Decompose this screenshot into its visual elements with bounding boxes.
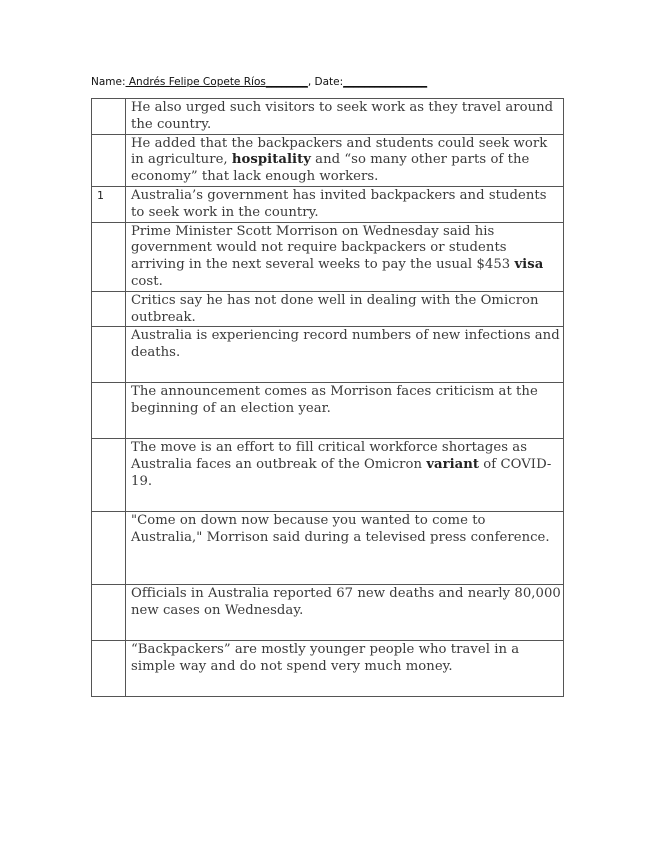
name-label: Name: [91,76,126,88]
vocabulary-word: hospitality [231,152,311,168]
table-row [92,439,564,512]
sentence-text: Prime Minister Scott Morrison on Wednesday said his government would not require backpackers or students arriving in the next several weeks to pay the usual $453 [131,223,515,273]
sentence-cell [126,383,564,439]
table-row [92,512,564,585]
sentence-cell [126,186,564,222]
sentence-text: Officials in Australia reported 67 new deaths and nearly 80,000 new cases on Wednesday. [131,586,561,619]
sentence-text: The move is an effort to fill critical workforce shortages as Australia faces an outbreak of the Omicron [131,440,528,473]
table-row [92,641,564,697]
order-number-cell[interactable] [92,512,126,585]
table-row [92,291,564,327]
order-number-cell[interactable] [92,291,126,327]
date-blank: ________________ [343,76,428,88]
table-row [92,585,564,641]
order-number-cell[interactable] [92,585,126,641]
sentence-text: and “so many other parts of the economy” that lack enough workers. [131,152,530,185]
order-number-cell[interactable] [92,383,126,439]
sentence-text: "Come on down now because you wanted to come to Australia," Morrison said during a televised press conference. [131,513,550,546]
sentence-cell [126,641,564,697]
sentence-cell [126,327,564,383]
table-row [92,99,564,135]
ordering-table [91,98,564,697]
order-number-cell[interactable]: 1 [92,186,126,222]
vocabulary-word: visa [514,257,544,273]
sentence-cell [126,134,564,186]
sentence-cell [126,99,564,135]
table-row [92,134,564,186]
order-number-cell[interactable] [92,134,126,186]
sentence-text: The announcement comes as Morrison faces criticism at the beginning of an election year. [131,384,538,417]
sentence-text: Critics say he has not done well in dealing with the Omicron outbreak. [131,292,539,325]
table-row [92,383,564,439]
date-label: , Date: [307,76,344,88]
sentence-text: of COVID-19. [131,457,552,489]
table-row [92,222,564,291]
sentence-text: He added that the backpackers and students could seek work in agriculture, [131,135,548,168]
table-row [92,327,564,383]
sentence-text: “Backpackers” are mostly younger people who travel in a simple way and do not spend very much money. [131,642,520,675]
sentence-cell [126,291,564,327]
order-number-cell[interactable] [92,641,126,697]
sentence-text: Australia’s government has invited backpackers and students to seek work in the country. [131,187,547,220]
name-blank: ________ [265,76,308,88]
sentence-cell [126,439,564,512]
sentence-cell [126,512,564,585]
order-number-cell[interactable] [92,327,126,383]
table-row [92,186,564,222]
sentence-text: He also urged such visitors to seek work as they travel around the country. [131,100,554,132]
student-name: Andrés Felipe Copete Ríos [125,76,266,88]
sentence-cell [126,222,564,291]
vocabulary-word: variant [426,457,480,473]
sentence-text: Australia is experiencing record numbers of new infections and deaths. [131,328,560,361]
sentence-cell [126,585,564,641]
worksheet-header [91,76,427,88]
order-number-cell[interactable] [92,99,126,135]
order-number-cell[interactable] [92,222,126,291]
sentence-text: cost. [131,273,163,289]
order-number-cell[interactable] [92,439,126,512]
